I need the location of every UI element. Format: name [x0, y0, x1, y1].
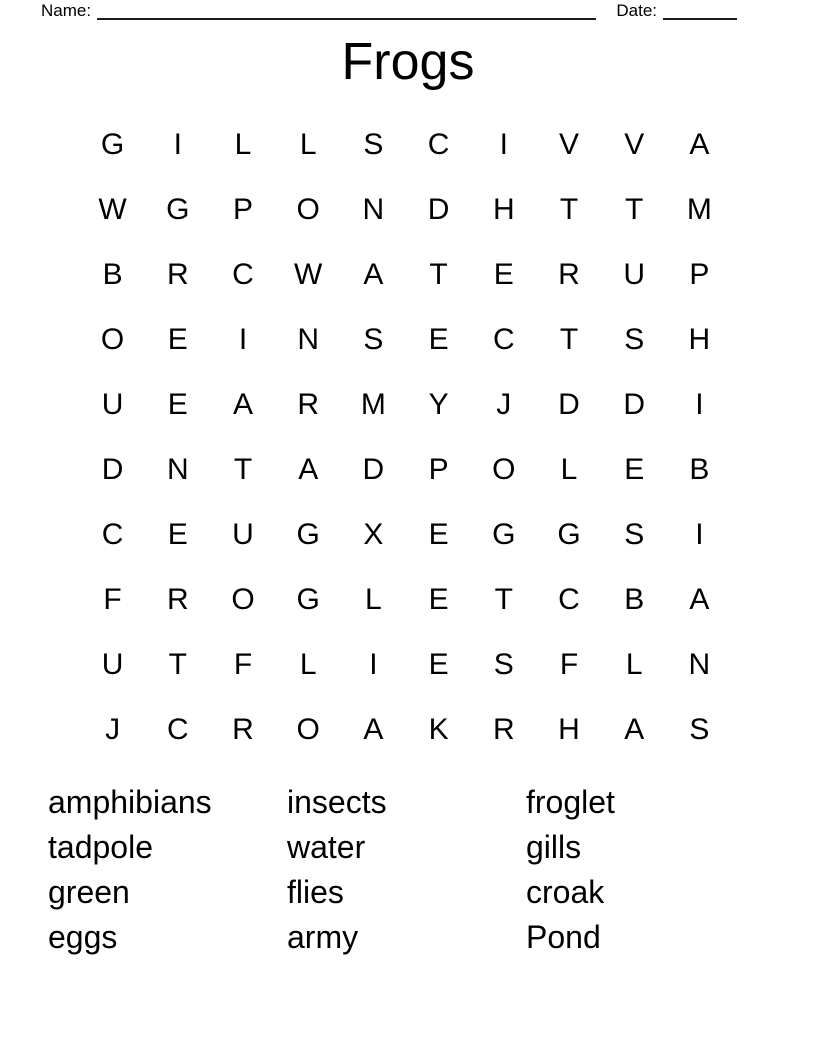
grid-letter-r3-c3: C — [232, 257, 254, 291]
grid-letter-r2-c6: D — [427, 192, 450, 226]
grid-letter-r10-c9: A — [624, 713, 645, 747]
grid-letter-r2-c9: T — [625, 192, 644, 226]
grid-letter-r6-c7: O — [492, 453, 516, 487]
grid-letter-r7-c4: G — [296, 518, 320, 552]
grid-letter-r7-c2: E — [167, 518, 188, 552]
grid-letter-r5-c3: A — [232, 387, 253, 421]
grid-letter-r6-c9: E — [624, 453, 645, 487]
grid-letter-r9-c2: T — [168, 648, 187, 682]
grid-letter-r6-c1: D — [101, 453, 124, 487]
grid-letter-r3-c2: R — [166, 257, 189, 291]
grid-letter-r6-c3: T — [233, 453, 253, 487]
grid-letter-r5-c10: I — [695, 387, 704, 421]
grid-letter-r1-c2: I — [173, 127, 182, 161]
grid-letter-r9-c3: F — [233, 648, 253, 682]
grid-letter-r2-c4: O — [296, 192, 320, 226]
grid-letter-r1-c9: V — [624, 127, 645, 161]
grid-letter-r2-c2: G — [166, 192, 190, 226]
grid-letter-r8-c1: F — [103, 583, 122, 617]
grid-letter-r10-c7: R — [492, 713, 515, 747]
grid-letter-r5-c8: D — [558, 387, 580, 421]
grid-letter-r7-c7: G — [492, 518, 516, 552]
grid-letter-r9-c4: L — [299, 648, 317, 682]
grid-letter-r3-c5: A — [363, 257, 384, 291]
grid-letter-r10-c4: O — [296, 713, 320, 747]
grid-letter-r8-c8: C — [558, 583, 580, 617]
date-blank-line — [663, 4, 737, 20]
grid-letter-r7-c1: C — [101, 518, 124, 552]
grid-letter-r5-c1: U — [101, 387, 124, 421]
grid-letter-r8-c9: B — [624, 583, 645, 617]
word-list-item: green — [48, 874, 130, 910]
grid-letter-r1-c8: V — [558, 127, 579, 161]
grid-letter-r8-c10: A — [689, 583, 710, 617]
grid-letter-r2-c3: P — [232, 192, 253, 226]
grid-letter-r9-c5: I — [369, 648, 378, 682]
grid-letter-r4-c6: E — [428, 322, 449, 356]
word-list-item: water — [287, 829, 366, 865]
grid-letter-r6-c8: L — [560, 453, 578, 487]
word-search-grid — [80, 112, 732, 763]
word-list-item: gills — [526, 829, 582, 865]
word-list — [48, 780, 776, 960]
header — [41, 0, 737, 20]
word-list-item: flies — [287, 874, 344, 910]
grid-letter-r7-c8: G — [557, 518, 581, 552]
grid-letter-r3-c4: W — [294, 257, 323, 291]
grid-letter-r9-c8: F — [559, 648, 579, 682]
grid-letter-r4-c3: I — [238, 322, 248, 356]
grid-letter-r6-c2: N — [166, 453, 189, 487]
grid-letter-r7-c6: E — [428, 518, 449, 552]
grid-letter-r3-c7: E — [493, 257, 514, 291]
grid-letter-r1-c5: S — [363, 127, 384, 161]
grid-letter-r4-c5: S — [363, 322, 384, 356]
grid-letter-r10-c3: R — [232, 713, 254, 747]
grid-letter-r2-c10: M — [686, 192, 712, 226]
grid-letter-r8-c3: O — [231, 583, 255, 617]
grid-letter-r5-c4: R — [297, 387, 320, 421]
word-list-column-1 — [48, 780, 287, 960]
word-list-column-3 — [526, 780, 776, 960]
grid-letter-r9-c10: N — [688, 648, 711, 682]
word-list-column-2 — [287, 780, 526, 960]
grid-letter-r6-c10: B — [689, 453, 710, 487]
grid-letter-r5-c5: M — [360, 387, 386, 421]
grid-letter-r8-c2: R — [166, 583, 189, 617]
word-list-item: Pond — [526, 919, 601, 955]
grid-letter-r7-c9: S — [624, 518, 645, 552]
word-list-item: amphibians — [48, 784, 212, 820]
date-label: Date: — [616, 1, 657, 20]
grid-letter-r1-c10: A — [689, 127, 710, 161]
grid-letter-r4-c8: T — [559, 322, 579, 356]
grid-letter-r2-c7: H — [492, 192, 515, 226]
grid-letter-r4-c4: N — [297, 322, 320, 356]
word-list-item: army — [287, 919, 359, 955]
word-list-item: tadpole — [48, 829, 153, 865]
grid-letter-r10-c10: S — [689, 713, 710, 747]
grid-letter-r4-c7: C — [492, 322, 515, 356]
grid-letter-r3-c10: P — [689, 257, 710, 291]
name-blank-line — [97, 4, 596, 20]
grid-letter-r3-c6: T — [429, 257, 448, 291]
grid-letter-r2-c8: T — [559, 192, 579, 226]
grid-letter-r4-c2: E — [167, 322, 188, 356]
word-list-item: froglet — [526, 784, 615, 820]
grid-letter-r7-c3: U — [232, 518, 254, 552]
grid-letter-r10-c6: K — [428, 713, 449, 747]
puzzle-title: Frogs — [341, 33, 475, 91]
grid-letter-r10-c5: A — [363, 713, 384, 747]
grid-letter-r7-c5: X — [363, 518, 384, 552]
grid-letter-r1-c4: L — [299, 127, 317, 161]
grid-letter-r10-c1: J — [105, 713, 121, 747]
grid-letter-r6-c5: D — [362, 453, 385, 487]
grid-letter-r1-c1: G — [100, 127, 125, 161]
grid-letter-r8-c4: G — [296, 583, 320, 617]
grid-letter-r3-c9: U — [623, 257, 646, 291]
grid-letter-r9-c1: U — [101, 648, 124, 682]
word-list-item: insects — [287, 784, 387, 820]
grid-letter-r9-c9: L — [625, 648, 643, 682]
grid-letter-r8-c7: T — [494, 583, 513, 617]
grid-letter-r10-c8: H — [558, 713, 580, 747]
grid-letter-r4-c1: O — [100, 322, 125, 356]
grid-letter-r9-c7: S — [493, 648, 514, 682]
grid-letter-r2-c5: N — [362, 192, 385, 226]
grid-letter-r5-c2: E — [167, 387, 188, 421]
grid-letter-r6-c4: A — [298, 453, 319, 487]
grid-letter-r3-c8: R — [558, 257, 580, 291]
grid-letter-r2-c1: W — [98, 192, 127, 226]
grid-letter-r10-c2: C — [166, 713, 189, 747]
grid-letter-r4-c10: H — [688, 322, 711, 356]
grid-letter-r7-c10: I — [695, 518, 704, 552]
grid-letter-r3-c1: B — [102, 257, 123, 291]
grid-letter-r5-c9: D — [623, 387, 646, 421]
grid-letter-r6-c6: P — [428, 453, 449, 487]
grid-letter-r9-c6: E — [428, 648, 449, 682]
grid-letter-r1-c7: I — [499, 127, 508, 161]
grid-letter-r1-c3: L — [234, 127, 252, 161]
grid-letter-r8-c5: L — [365, 583, 382, 617]
word-list-item: eggs — [48, 919, 118, 955]
grid-letter-r8-c6: E — [428, 583, 449, 617]
grid-letter-r5-c6: Y — [428, 387, 449, 421]
grid-letter-r4-c9: S — [624, 322, 645, 356]
grid-letter-r1-c6: C — [427, 127, 450, 161]
name-label: Name: — [41, 1, 92, 20]
word-list-item: croak — [526, 874, 605, 910]
grid-letter-r5-c7: J — [496, 387, 512, 421]
